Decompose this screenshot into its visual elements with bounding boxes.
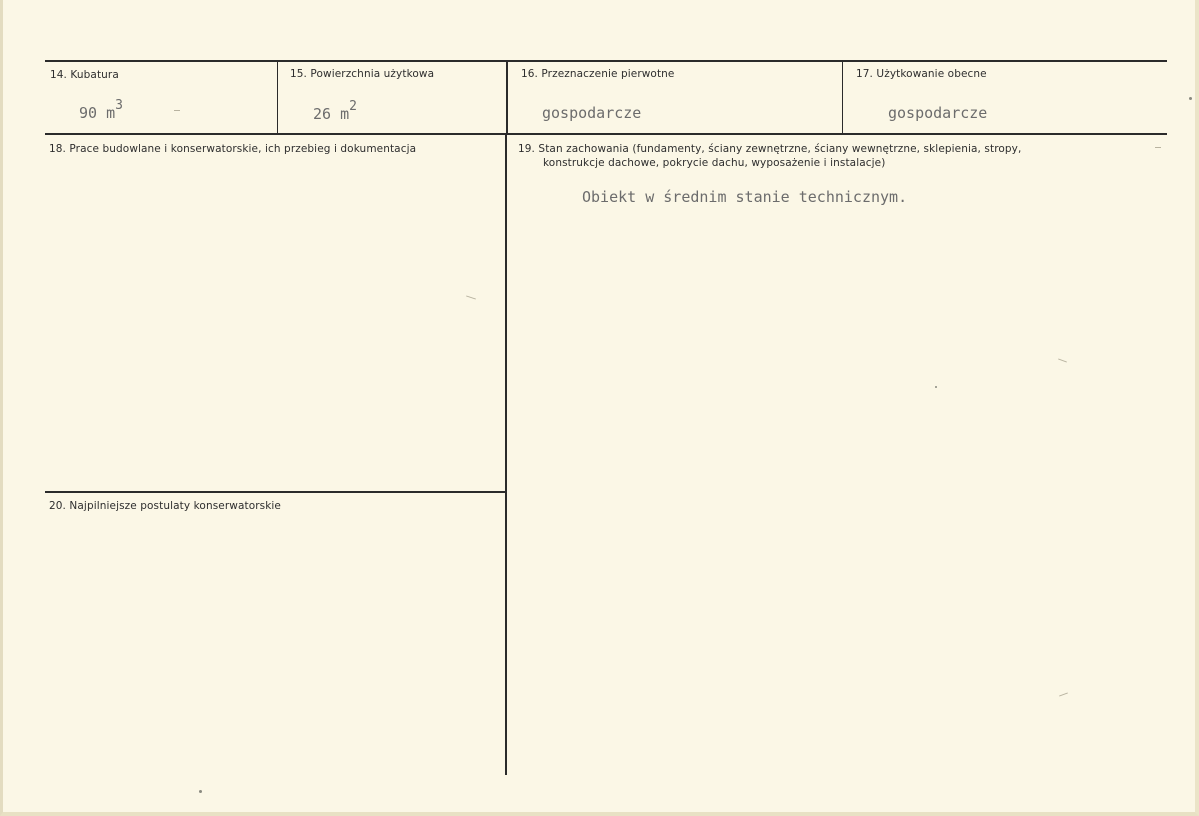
top-rule xyxy=(45,60,1167,62)
paper-mark xyxy=(1155,147,1161,148)
paper-mark xyxy=(1059,692,1068,696)
divider-15-16 xyxy=(506,62,508,134)
field-19-value: Obiekt w średnim stanie technicznym. xyxy=(582,188,908,206)
paper-speck xyxy=(935,386,937,388)
field-17-value: gospodarcze xyxy=(888,104,988,122)
field-17-label: 17. Użytkowanie obecne xyxy=(856,68,987,80)
divider-main-vertical xyxy=(505,135,507,775)
field-15-value xyxy=(313,99,357,123)
divider-14-15 xyxy=(277,62,278,134)
row1-bottom-rule xyxy=(45,133,1167,135)
field-15-exponent: 2 xyxy=(349,99,357,114)
field-14-exponent: 3 xyxy=(115,98,123,113)
field-20-label: 20. Najpilniejsze postulaty konserwatorskie xyxy=(49,500,281,512)
field-15-label: 15. Powierzchnia użytkowa xyxy=(290,68,435,80)
field-14-value xyxy=(79,98,123,122)
field-14-label: 14. Kubatura xyxy=(50,69,119,81)
paper-mark xyxy=(1058,358,1067,362)
field-15-value-text: 26 m xyxy=(313,105,350,123)
field-19-label-line1: 19. Stan zachowania (fundamenty, ściany zewnętrzne, ściany wewnętrzne, sklepienia, stropy, xyxy=(518,143,1022,155)
paper-speck xyxy=(199,790,202,793)
field-18-label: 18. Prace budowlane i konserwatorskie, ich przebieg i dokumentacja xyxy=(49,143,417,155)
divider-18-20 xyxy=(45,491,506,493)
paper-mark xyxy=(466,295,476,299)
paper-speck xyxy=(1189,97,1192,100)
divider-16-17 xyxy=(842,62,843,134)
field-14-value-text: 90 m xyxy=(79,104,116,122)
field-16-label: 16. Przeznaczenie pierwotne xyxy=(521,68,675,80)
field-16-value: gospodarcze xyxy=(542,104,642,122)
field-19-label-line2: konstrukcje dachowe, pokrycie dachu, wyposażenie i instalacje) xyxy=(543,157,886,169)
paper-mark xyxy=(174,110,180,111)
